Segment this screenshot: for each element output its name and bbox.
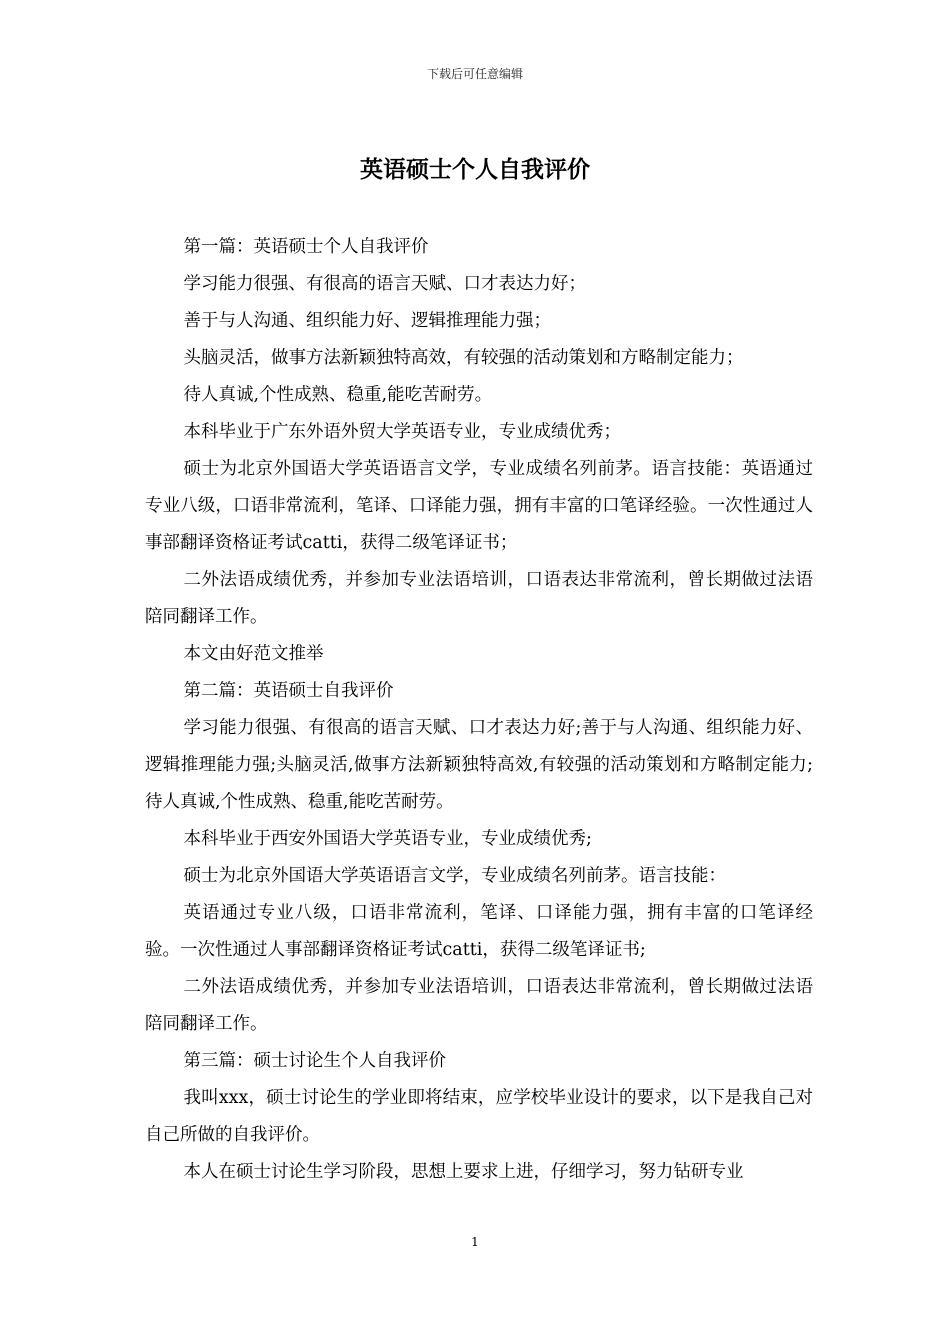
page-header: 下载后可任意编辑 [426,67,523,81]
section-heading-2: 第二篇：英语硕士自我评价 [183,681,394,701]
section-heading-3: 第三篇：硕士讨论生个人自我评价 [183,1051,446,1071]
paragraph: 硕士为北京外国语大学英语语言文学，专业成绩名列前茅。语言技能： [183,866,726,886]
paragraph: 本文由好范文推举 [183,644,324,664]
paragraph: 本科毕业于广东外语外贸大学英语专业，专业成绩优秀； [183,422,621,442]
paragraph: 英语通过专业八级，口语非常流利，笔译、口译能力强，拥有丰富的口笔译经验。一次性通过人事部翻译资格证考试catti，获得二级笔译证书; [145,903,813,960]
paragraph: 本科毕业于西安外国语大学英语专业，专业成绩优秀; [183,829,592,849]
paragraph: 学习能力很强、有很高的语言天赋、口才表达力好； [183,274,586,294]
paragraph: 二外法语成绩优秀，并参加专业法语培训，口语表达非常流利，曾长期做过法语陪同翻译工作。 [145,977,813,1034]
paragraph: 学习能力很强、有很高的语言天赋、口才表达力好;善于与人沟通、组织能力好、逻辑推理能力强;头脑灵活,做事方法新颖独特高效,有较强的活动策划和方略制定能力;待人真诚,个性成熟、稳重,能吃苦耐劳。 [145,718,813,812]
document-title: 英语硕士个人自我评价 [360,156,590,183]
paragraph: 硕士为北京外国语大学英语语言文学，专业成绩名列前茅。语言技能：英语通过专业八级，口语非常流利，笔译、口译能力强，拥有丰富的口笔译经验。一次性通过人事部翻译资格证考试catti，获得二级笔译证书； [145,459,813,553]
document-body [145,229,813,1191]
paragraph: 我叫xxx，硕士讨论生的学业即将结束，应学校毕业设计的要求，以下是我自己对自己所做的自我评价。 [145,1088,813,1145]
page-number: 1 [471,1235,479,1249]
paragraph: 本人在硕士讨论生学习阶段，思想上要求上进，仔细学习，努力钻研专业 [183,1162,744,1182]
paragraph: 善于与人沟通、组织能力好、逻辑推理能力强； [183,311,551,331]
paragraph: 待人真诚,个性成熟、稳重,能吃苦耐劳。 [183,385,493,405]
paragraph: 头脑灵活，做事方法新颖独特高效，有较强的活动策划和方略制定能力； [183,348,744,368]
section-heading-1: 第一篇：英语硕士个人自我评价 [183,237,429,257]
paragraph: 二外法语成绩优秀，并参加专业法语培训，口语表达非常流利，曾长期做过法语陪同翻译工作。 [145,570,813,627]
